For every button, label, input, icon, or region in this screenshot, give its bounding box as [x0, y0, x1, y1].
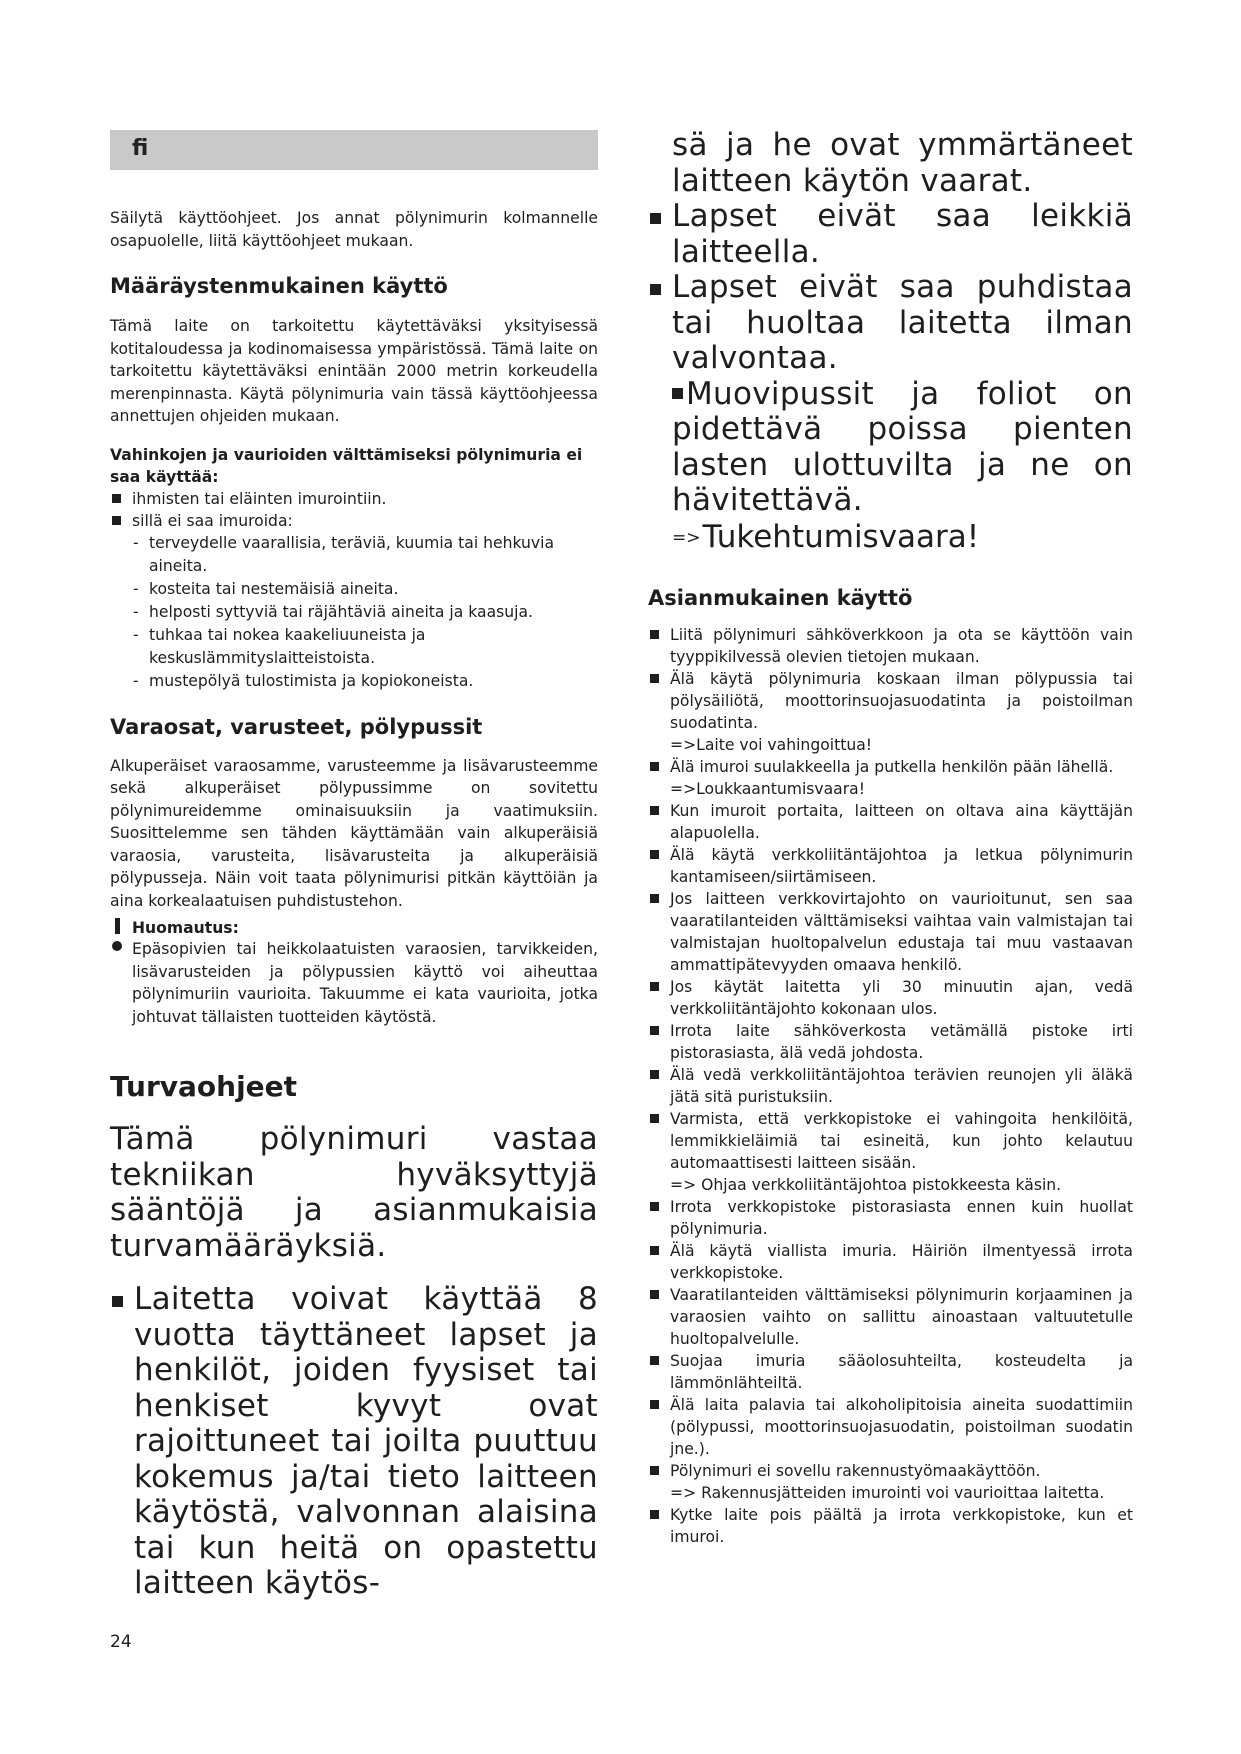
- safety-bullet-3: Lapset eivät saa puhdistaa tai huoltaa laitetta ilman valvontaa.: [648, 270, 1133, 377]
- intro-text: Säilytä käyttöohjeet. Jos annat pölynimurin kolmannelle osapuolelle, liitä käyttöohjeet mukaan.: [110, 209, 598, 250]
- safety-bullet-4-result: =>Tukehtumisvaara!: [672, 518, 980, 555]
- safety-intro: Tämä pölynimuri vastaa tekniikan hyväksyttyjä sääntöjä ja asianmukaisia turvamääräyksiä.: [110, 1121, 598, 1264]
- language-code: fi: [132, 136, 149, 161]
- forbidden-substances-list: [110, 532, 598, 693]
- list-item: sillä ei saa imuroida:: [110, 510, 598, 532]
- list-item: Älä imuroi suulakkeella ja putkella henkilön pään lähellä. =>Loukkaantumisvaara!: [648, 756, 1133, 800]
- list-item: Irrota laite sähköverkosta vetämällä pistoke irti pistorasiasta, älä vedä johdosta.: [648, 1020, 1133, 1064]
- list-item: Jos käytät laitetta yli 30 minuutin ajan, vedä verkkoliitäntäjohto kokonaan ulos.: [648, 976, 1133, 1020]
- safety-bullet-2: Lapset eivät saa leikkiä laitteella.: [648, 199, 1133, 270]
- list-item: - helposti syttyviä tai räjähtäviä aineita ja kaasuja.: [132, 601, 598, 624]
- left-column: [110, 130, 598, 1602]
- list-item: Jos laitteen verkkovirtajohto on vaurioitunut, sen saa vaaratilanteiden välttämiseksi vaihtaa vain valmistajan tai valmistajan huoltopalvelun edustaja tai muu vastaavan ammattipätevyyden omaava henkilö.: [648, 888, 1133, 976]
- intended-use-text: Tämä laite on tarkoitettu käytettäväksi yksityisessä kotitaloudessa ja kodinomaisessa ympäristössä. Tämä laite on tarkoitettu käytettäväksi enintään 2000 metrin korkeudella merenpinnasta. Käytä pölynimuria vain tässä käyttöohjeessa annettujen ohjeiden mukaan.: [110, 317, 598, 425]
- damage-warning-title: Vahinkojen ja vaurioiden välttämiseksi pölynimuria ei saa käyttää:: [110, 445, 583, 486]
- proper-use-heading: Asianmukainen käyttö: [648, 585, 913, 610]
- spare-parts-text: Alkuperäiset varaosamme, varusteemme ja lisävarusteemme sekä alkuperäiset pölypussimme on sovitettu pölynimureidemme ominaisuuksiin ja vaatimuksiin. Suosittelemme sen tähden käyttämään vain alkuperäisiä varaosia, varusteita, lisävarusteita ja alkuperäisiä pölypusseja. Näin voit taata pölynimurisi pitkän käyttöiän ja aina korkealaatuisen puhdistustehon.: [110, 756, 598, 910]
- list-item: Kun imuroit portaita, laitteen on oltava aina käyttäjän alapuolella.: [648, 800, 1133, 844]
- language-bar: [110, 130, 598, 170]
- safety-heading: Turvaohjeet: [110, 1070, 298, 1103]
- list-item: - terveydelle vaarallisia, teräviä, kuumia tai hehkuvia aineita.: [132, 532, 598, 578]
- bullet-square-icon: [672, 388, 683, 399]
- list-item: Vaaratilanteiden välttämiseksi pölynimurin korjaaminen ja varaosien vaihto on sallittu ainoastaan valtuutetulle huoltopalvelulle.: [648, 1284, 1133, 1350]
- proper-use-list: [648, 624, 1133, 1548]
- list-item: Älä laita palavia tai alkoholipitoisia aineita suodattimiin (pölypussi, moottorinsuojasuodatin, poistoilman suodatin jne.).: [648, 1394, 1133, 1460]
- exclamation-icon: [110, 918, 124, 951]
- list-item: - kosteita tai nestemäisiä aineita.: [132, 578, 598, 601]
- warning-result: =>Laite voi vahingoittua!: [670, 735, 873, 754]
- safety-bullet-1: Laitetta voivat käyttää 8 vuotta täyttäneet lapset ja henkilöt, joiden fyysiset tai henkiset kyvyt ovat rajoittuneet tai joilta puuttuu kokemus ja/tai tieto laitteen käytöstä, valvonnan alaisina tai kun heitä on opastettu laitteen käytös-: [110, 1282, 598, 1602]
- warning-result: => Ohjaa verkkoliitäntäjohtoa pistokkeesta käsin.: [670, 1175, 1062, 1194]
- list-item: Pölynimuri ei sovellu rakennustyömaakäyttöön. => Rakennusjätteiden imurointi voi vaurioittaa laitetta.: [648, 1460, 1133, 1504]
- list-item: Älä käytä viallista imuria. Häiriön ilmentyessä irrota verkkopistoke.: [648, 1240, 1133, 1284]
- list-item: Suojaa imuria sääolosuhteilta, kosteudelta ja lämmönlähteiltä.: [648, 1350, 1133, 1394]
- list-item: Älä vedä verkkoliitäntäjohtoa terävien reunojen yli äläkä jätä sitä puristuksiin.: [648, 1064, 1133, 1108]
- list-item: Kytke laite pois päältä ja irrota verkkopistoke, kun et imuroi.: [648, 1504, 1133, 1548]
- intended-use-heading: Määräystenmukainen käyttö: [110, 274, 448, 298]
- right-column: [648, 128, 1133, 1548]
- safety-bullet-1-continued: sä ja he ovat ymmärtäneet laitteen käytön vaarat.: [672, 127, 1133, 199]
- note-box: [110, 918, 598, 1028]
- list-item: - tuhkaa tai nokea kaakeliuuneista ja keskuslämmityslaitteistoista.: [132, 624, 598, 670]
- safety-bullet-4: Muovipussit ja foliot on pidettävä poissa pienten lasten ulottuvilta ja ne on hävitettävä.: [672, 375, 1133, 518]
- list-item: Liitä pölynimuri sähköverkkoon ja ota se käyttöön vain tyyppikilvessä olevien tietojen mukaan.: [648, 624, 1133, 668]
- note-title: Huomautus:: [132, 919, 239, 937]
- list-item: Älä käytä verkkoliitäntäjohtoa ja letkua pölynimurin kantamiseen/siirtämiseen.: [648, 844, 1133, 888]
- list-item: ihmisten tai eläinten imurointiin.: [110, 488, 598, 510]
- warning-result: =>Loukkaantumisvaara!: [670, 779, 865, 798]
- note-text: Epäsopivien tai heikkolaatuisten varaosien, tarvikkeiden, lisävarusteiden ja pölypussien käyttö voi aiheuttaa pölynimuriin vaurioita. Takuumme ei kata vaurioita, jotka johtuvat tällaisten tuotteiden käytöstä.: [132, 940, 598, 1026]
- list-item: - mustepölyä tulostimista ja kopiokoneista.: [132, 670, 598, 693]
- spare-parts-heading: Varaosat, varusteet, pölypussit: [110, 714, 483, 739]
- page-number: 24: [110, 1632, 132, 1652]
- warning-result: => Rakennusjätteiden imurointi voi vaurioittaa laitetta.: [670, 1483, 1105, 1502]
- list-item: Varmista, että verkkopistoke ei vahingoita henkilöitä, lemmikkieläimiä tai esineitä, kun johto kelautuu automaattisesti laitteen sisään. => Ohjaa verkkoliitäntäjohtoa pistokkeesta käsin.: [648, 1108, 1133, 1196]
- list-item: Älä käytä pölynimuria koskaan ilman pölypussia tai pölysäiliötä, moottorinsuojasuodatinta ja poistoilman suodatinta. =>Laite voi vahingoittua!: [648, 668, 1133, 756]
- damage-warning-list: [110, 488, 598, 532]
- list-item: Irrota verkkopistoke pistorasiasta ennen kuin huollat pölynimuria.: [648, 1196, 1133, 1240]
